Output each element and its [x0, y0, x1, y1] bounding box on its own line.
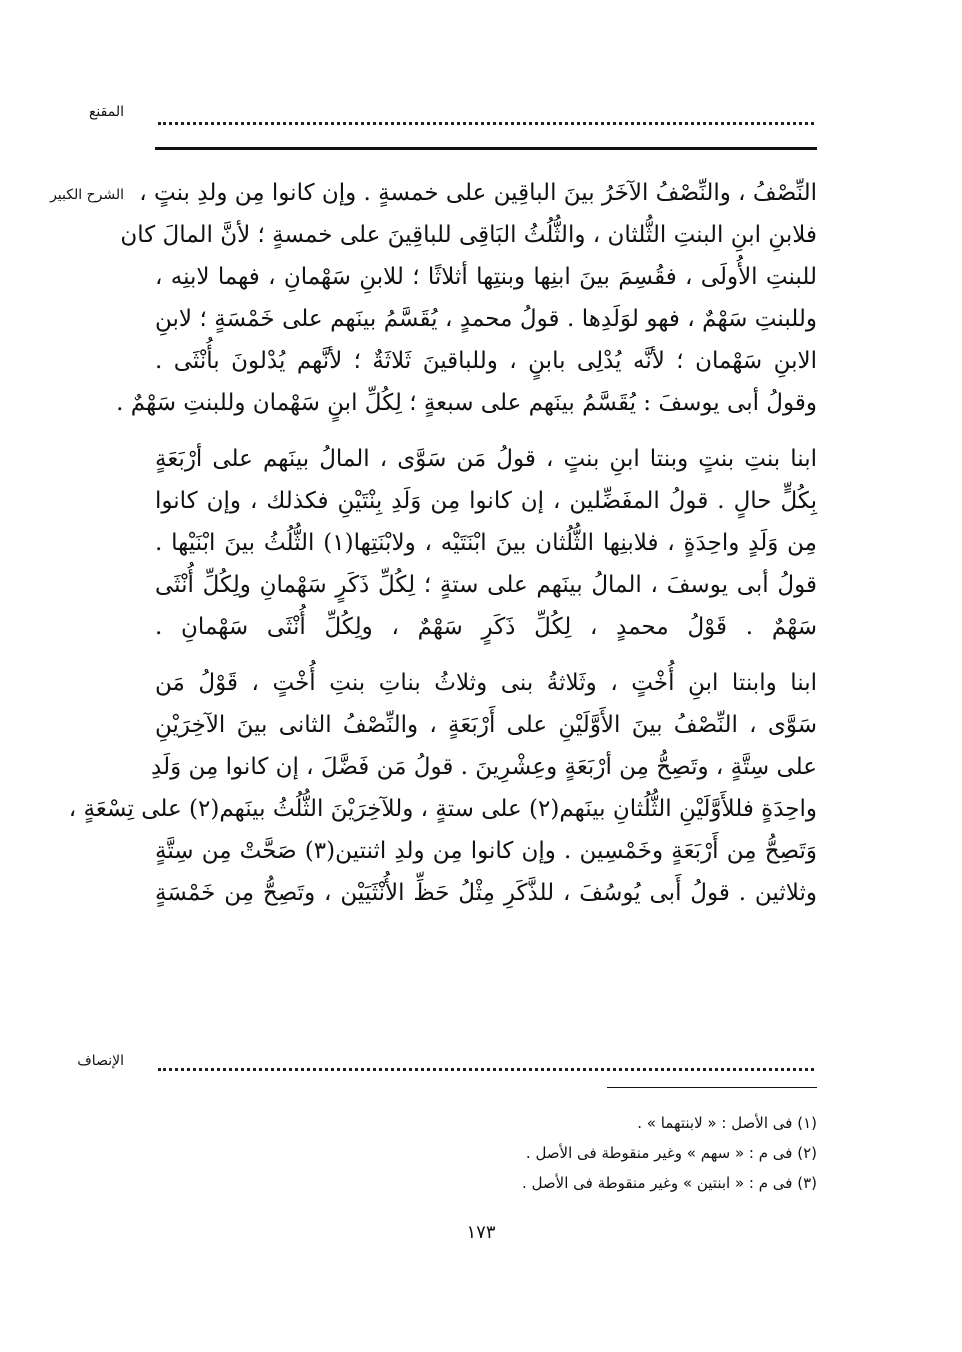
text-line: واحِدَةٍ فللأَوَّلَيْنِ الثُّلُثانِ بينَهم(٢) على ستةٍ ، وللآخِرَيْنَ الثُّلُثُ بينَهم(٢) على تِسْعَةٍ ،	[68, 796, 817, 822]
text-line: وللبنتِ سَهْمٌ ، فهو لوَلَدِها . قولُ محمدٍ ، يُقَسَّمُ بينَهم على خَمْسَةٍ ؛ لابنِ	[155, 306, 817, 332]
text-line: سَهْمٌ . قَوْلُ محمدٍ ، لِكُلِّ ذَكَرٍ سَهْمٌ ، ولِكُلِّ أُنْثَى سَهْمانِ .	[155, 614, 817, 640]
paragraph	[116, 172, 817, 424]
header-solid-rule	[155, 147, 817, 150]
text-line: سَوَّى ، النِّصْفُ بينَ الأَوَّلَيْنِ على أَرْبَعَةٍ ، والنِّصْفُ الثانى بينَ الآخِرَيْنِ	[155, 712, 817, 738]
insaf-label: الإنصاف	[77, 1053, 124, 1069]
footnotes	[300, 1108, 817, 1198]
footnote-separator	[607, 1087, 817, 1088]
text-line: ابنا وابنتا ابنِ أُخْتٍ ، وثَلاثةُ بنى وثلاثُ بناتِ بنتِ أُخْتٍ ، قَوْلُ مَن	[155, 670, 817, 696]
text-line: للبنتِ الأُولَى ، فقُسِمَ بينَ ابنِها وبنتِها أثلاثًا ؛ للابنِ سَهْمانِ ، فهما لابنِه ،	[155, 264, 817, 290]
footnote: (١) فى الأصل : « لابنتهما » .	[637, 1114, 817, 1132]
text-line: النِّصْفُ ، والنِّصْفُ الآخَرُ بينَ الباقِين على خمسةٍ . وإن كانوا مِن ولدِ بنتٍ ،	[139, 180, 817, 206]
lower-dotted-rule	[158, 1068, 814, 1071]
text-line: قولُ أبى يوسفَ ، المالُ بينَهم على ستةٍ ؛ لِكُلِّ ذَكَرٍ سَهْمانِ ولِكُلِّ أُنْثَى	[155, 572, 817, 598]
text-line: الابنِ سَهْمان ؛ لأنَّه يُدْلِى بابنٍ ، وللباقينَ ثَلاثَةٌ ؛ لأنَّهم يُدْلونَ بأُنْثَى .	[155, 348, 817, 374]
text-line: بِكُلٍّ حالٍ . قولُ المفَضِّلين ، إن كانوا مِن وَلَدِ بِنْتَيْنِ فكذلك ، وإن كانوا	[155, 488, 817, 514]
text-line: وَتَصِحُّ مِن أَرْبَعَةٍ وخَمْسِين . وإن كانوا مِن ولدِ اثنتين(٣) صَحَّتْ مِن سِتَّةٍ	[155, 838, 818, 864]
footnote: (٢) فى م : « سهم » وغير منقوطة فى الأصل .	[525, 1144, 817, 1162]
text-line: على سِتَّةٍ ، وتَصِحُّ مِن أرْبَعَةٍ وعِشْرِينَ . قولُ مَن فَضَّلَ ، إن كانوا مِن وَلَدِ	[151, 754, 817, 780]
text-line: وثلاثين . قولُ أَبى يُوسُفَ ، للذَّكَرِ مِثْلُ حَظِّ الأُنْثَيَيْن ، وتَصِحُّ مِن خَمْسَةٍ	[155, 880, 817, 906]
text-line: فلابنِ ابنِ البنتِ الثُّلثان ، والثُّلُثُ البَاقِى للباقِينَ على خمسةٍ ؛ لأنَّ المالَ كان	[120, 222, 817, 248]
header-dotted-rule	[158, 122, 814, 125]
page-number: ١٧٣	[466, 1222, 496, 1243]
footnote: (٣) فى م : « ابنتين » وغير منقوطة فى الأصل .	[522, 1174, 817, 1192]
commentary-label: الشرح الكبير	[50, 187, 124, 203]
paragraph	[68, 662, 818, 914]
text-line: ابنا بنتِ بنتٍ وبنتا ابنِ بنتٍ ، قولُ مَن سَوَّى ، المالُ بينَهم على أرْبَعَةٍ	[155, 446, 817, 472]
book-label: المقنع	[88, 104, 124, 120]
text-line: مِن وَلَدٍ واحِدَةٍ ، فلابنِها الثُّلُثان بينَ ابْنَتَيْه ، ولابْنَتِها(١) الثُّلُثُ بينَ ابْنَيْها .	[155, 530, 818, 556]
paragraph	[155, 438, 817, 648]
text-line: وقولُ أبى يوسفَ : يُقَسَّمُ بينَهم على سبعةٍ ؛ لِكُلِّ ابنٍ سَهْمان وللبنتِ سَهْمٌ .	[116, 390, 817, 416]
